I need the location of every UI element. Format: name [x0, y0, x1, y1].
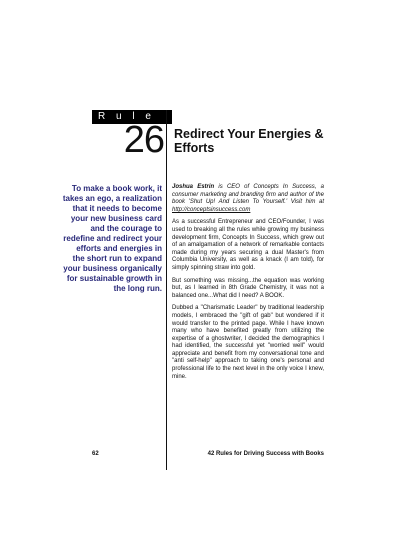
rule-label: R u l e	[92, 110, 172, 124]
page-number: 62	[92, 451, 99, 457]
author-name: Joshua Estrin	[172, 184, 215, 190]
footer-book-title: 42 Rules for Driving Success with Books	[207, 451, 324, 457]
paragraph: Dubbed a "Charismatic Leader" by traditional leadership models, I embraced the "gift of gab" but wondered if it would transfer to the printed page. While I have known many who have benefited greatly from utilizing the expertise of a ghostwriter, I decided the demographics I had identified, the successful yet "worried well" would appreciate and benefit from my conversational tone and "anti self-help" approach to taking one's personal and professional life to the next level in the only voice I knew, mine.	[172, 305, 324, 380]
chapter-title: Redirect Your Energies & Efforts	[174, 127, 324, 155]
body-text	[172, 184, 324, 386]
author-bio: is CEO of Concepts In Success, a consumer marketing and branding firm and author of the book 'Shut Up! And Listen To Yourself.' Visit him at	[172, 184, 324, 206]
paragraph: But something was missing...the equation was working but, as I learned in 8th Grade Chemistry, it was not a balanced one...What did I need? A BOOK.	[172, 277, 324, 299]
rule-number: 26	[123, 119, 164, 161]
author-intro	[172, 184, 324, 214]
pull-quote: To make a book work, it takes an ego, a realization that it needs to become your new business card and the courage to redefine and redirect your efforts and energies in the short run to expand your business organically for sustainable growth in the long run.	[62, 184, 162, 293]
column-divider	[166, 110, 167, 470]
author-link[interactable]: http://conceptsinsuccess.com	[172, 206, 251, 213]
paragraph: As a successful Entrepreneur and CEO/Founder, I was used to breaking all the rules while growing my business development firm, Concepts In Success, which grew out of an amalgamation of a network of remarkable contacts made during my years securing a dual Master's from Columbia University, as well as a knack (I am told), for simply spinning straw into gold.	[172, 219, 324, 271]
